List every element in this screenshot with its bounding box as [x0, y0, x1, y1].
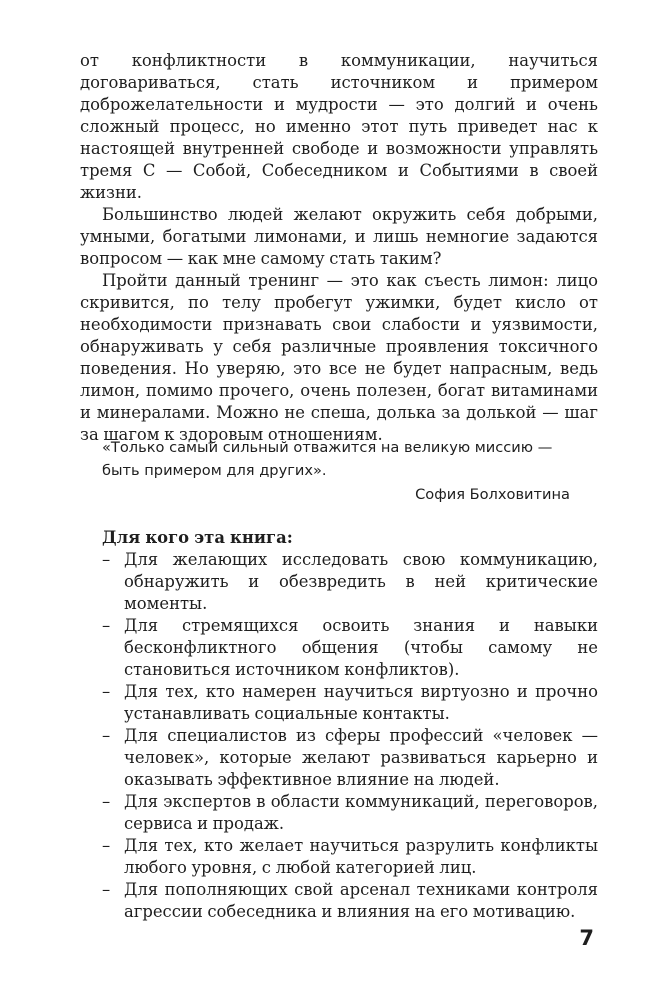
main-text	[80, 50, 598, 446]
paragraph-2: Большинство людей желают окружить себя добрыми, умными, богатыми лимонами, и лишь немногие задаются вопросом — как мне самому стать таким?	[80, 205, 598, 268]
quote-author: София Болховитина	[415, 486, 570, 503]
list-dash: –	[102, 616, 111, 635]
list-item	[80, 615, 598, 681]
page-number: 7	[579, 926, 594, 950]
list-item-text: Для тех, кто желает научиться разрулить конфликты любого уровня, с любой категорией лиц.	[124, 836, 598, 877]
list-item-text: Для пополняющих свой арсенал техниками контроля агрессии собеседника и влияния на его мотивацию.	[124, 880, 598, 921]
list-item	[80, 835, 598, 879]
list-dash: –	[102, 550, 111, 569]
audience-heading: Для кого эта книга:	[102, 528, 293, 547]
list-item-text: Для экспертов в области коммуникаций, переговоров, сервиса и продаж.	[124, 792, 598, 833]
list-item	[80, 549, 598, 615]
quote-text: «Только самый сильный отважится на великую миссию — быть примером для других».	[102, 439, 553, 479]
epigraph-quote	[102, 436, 572, 506]
list-dash: –	[102, 682, 111, 701]
list-item-text: Для стремящихся освоить знания и навыки бесконфликтного общения (чтобы самому не становиться источником конфликтов).	[124, 616, 598, 679]
list-dash: –	[102, 880, 111, 899]
list-dash: –	[102, 836, 111, 855]
list-item	[80, 879, 598, 923]
list-item-text: Для тех, кто намерен научиться виртуозно и прочно устанавливать социальные контакты.	[124, 682, 598, 723]
list-dash: –	[102, 726, 111, 745]
paragraph-1: от конфликтности в коммуникации, научиться договариваться, стать источником и примером доброжелательности и мудрости — это долгий и очень сложный процесс, но именно этот путь приведет нас к настоящей внутренней свободе и возможности управлять тремя С — Собой, Собеседником и Событиями в своей жизни.	[80, 51, 598, 202]
list-item-text: Для желающих исследовать свою коммуникацию, обнаружить и обезвредить в ней критические моменты.	[124, 550, 598, 613]
paragraph-3: Пройти данный тренинг — это как съесть лимон: лицо скривится, по телу пробегут ужимки, будет кисло от необходимости признавать свои слабости и уязвимости, обнаруживать у себя различные проявления токсичного поведения. Но уверяю, это все не будет напрасным, ведь лимон, помимо прочего, очень полезен, богат витаминами и минералами. Можно не спеша, долька за долькой — шаг за шагом к здоровым отношениям.	[80, 271, 598, 444]
list-item	[80, 791, 598, 835]
audience-list	[80, 549, 598, 923]
list-item	[80, 681, 598, 725]
list-item-text: Для специалистов из сферы профессий «человек — человек», которые желают развиваться карьерно и оказывать эффективное влияние на людей.	[124, 726, 598, 789]
audience-section	[80, 527, 598, 923]
list-dash: –	[102, 792, 111, 811]
list-item	[80, 725, 598, 791]
